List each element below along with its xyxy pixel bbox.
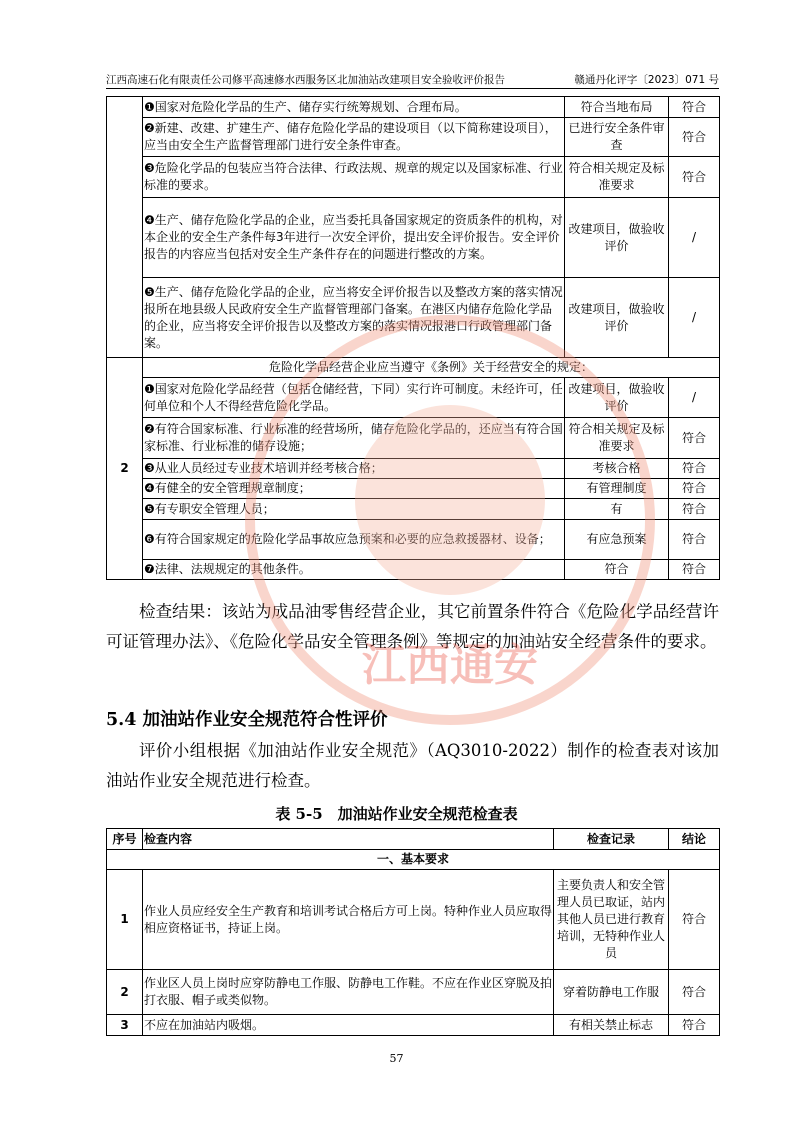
check-result: 符合	[669, 459, 720, 479]
check-content: ❷有符合国家标准、行业标准的经营场所，储存危险化学品的，还应当有符合国家标准、行业标准的储存设施；	[143, 418, 565, 459]
check-record: 有相关禁止标志	[554, 1015, 669, 1036]
table-row	[107, 560, 720, 580]
check-record: 已进行安全条件审查	[565, 118, 669, 157]
check-result: 符合	[669, 970, 720, 1015]
check-content: ❸从业人员经过专业技术培训并经考核合格；	[143, 459, 565, 479]
check-content: ❺有专职安全管理人员；	[143, 499, 565, 520]
page-header	[106, 70, 719, 89]
table-row	[107, 499, 720, 520]
check-content: 作业人员应经安全生产教育和培训考试合格后方可上岗。特种作业人员应取得相应资格证书，持证上岗。	[143, 870, 554, 970]
check-record: 符合相关规定及标准要求	[565, 157, 669, 198]
header-result: 结论	[669, 829, 720, 850]
check-content: ❻有符合国家规定的危险化学品事故应急预案和必要的应急救援器材、设备；	[143, 520, 565, 560]
check-record: 符合当地布局	[565, 97, 669, 118]
check-content: ❺生产、储存危险化学品的企业，应当将安全评价报告以及整改方案的落实情况报所在地县级人民政府安全生产监督管理部门备案。在港区内储存危险化学品的企业，应当将安全评价报告以及整改方案的落实情况报港口行政管理部门备案。	[143, 278, 565, 358]
check-result: 符合	[669, 418, 720, 459]
section-heading: 5.4 加油站作业安全规范符合性评价	[106, 710, 388, 730]
check-record: 改建项目，做验收评价	[565, 378, 669, 418]
check-content: ❶国家对危险化学品的生产、储存实行统筹规划、合理布局。	[143, 97, 565, 118]
header-report-title: 江西高速石化有限责任公司修平高速修水西服务区北加油站改建项目安全验收评价报告	[106, 74, 505, 86]
check-record: 符合	[565, 560, 669, 580]
check-record: 主要负责人和安全管理人员已取证，站内其他人员已进行教育培训，无特种作业人员	[554, 870, 669, 970]
check-result: 符合	[669, 499, 720, 520]
check-result: /	[669, 378, 720, 418]
check-record: 符合相关规定及标准要求	[565, 418, 669, 459]
row-number: 3	[107, 1015, 143, 1036]
check-record: 考核合格	[565, 459, 669, 479]
table-caption: 表 5-5 加油站作业安全规范检查表	[275, 805, 518, 823]
table-row	[107, 157, 720, 198]
group2-number: 2	[107, 358, 143, 580]
gas-station-operation-check-table	[106, 828, 720, 1036]
table-row	[107, 118, 720, 157]
intro-paragraph: 评价小组根据《加油站作业安全规范》（AQ3010-2022）制作的检查表对该加油站作业安全规范进行检查。	[106, 741, 719, 790]
table-row	[107, 418, 720, 459]
check-record: 穿着防静电工作服	[554, 970, 669, 1015]
row-number: 1	[107, 870, 143, 970]
check-record: 有管理制度	[565, 479, 669, 499]
check-result: 符合	[669, 118, 720, 157]
header-content: 检查内容	[143, 829, 554, 850]
seal-text: 江西通安	[362, 640, 538, 691]
page-number: 57	[389, 1052, 404, 1065]
check-record: 有	[565, 499, 669, 520]
section-row	[107, 850, 720, 870]
table-row	[107, 97, 720, 118]
check-content: ❼法律、法规规定的其他条件。	[143, 560, 565, 580]
check-result: 符合	[669, 520, 720, 560]
check-content: ❹生产、储存危险化学品的企业，应当委托具备国家规定的资质条件的机构，对本企业的安全生产条件每3年进行一次安全评价，提出安全评价报告。安全评价报告的内容应当包括对安全生产条件存在的问题进行整改的方案。	[143, 198, 565, 278]
check-result: 符合	[669, 97, 720, 118]
check-record: 改建项目，做验收评价	[565, 278, 669, 358]
check-result: 符合	[669, 157, 720, 198]
check-result: 符合	[669, 870, 720, 970]
table-row	[107, 870, 720, 970]
table-row	[107, 479, 720, 499]
table-row	[107, 278, 720, 358]
group1-number-cell	[107, 97, 143, 358]
check-record: 改建项目，做验收评价	[565, 198, 669, 278]
check-content: ❶国家对危险化学品经营（包括仓储经营，下同）实行许可制度。未经许可，任何单位和个人不得经营危险化学品。	[143, 378, 565, 418]
check-result: 符合	[669, 560, 720, 580]
table-row	[107, 520, 720, 560]
check-content: 作业区人员上岗时应穿防静电工作服、防静电工作鞋。不应在作业区穿脱及拍打衣服、帽子或类似物。	[143, 970, 554, 1015]
section-row-title: 一、基本要求	[107, 850, 720, 870]
check-result: /	[669, 198, 720, 278]
table-row	[107, 358, 720, 378]
hazardous-chemicals-check-table-continued	[106, 96, 720, 580]
check-content: ❹有健全的安全管理规章制度；	[143, 479, 565, 499]
table-header-row	[107, 829, 720, 850]
header-record: 检查记录	[554, 829, 669, 850]
header-report-number: 赣通丹化评字〔2023〕071 号	[574, 74, 719, 86]
check-content: ❷新建、改建、扩建生产、储存危险化学品的建设项目（以下简称建设项目），应当由安全生产监督管理部门进行安全条件审查。	[143, 118, 565, 157]
check-record: 有应急预案	[565, 520, 669, 560]
table-row	[107, 459, 720, 479]
table-row	[107, 198, 720, 278]
table-row	[107, 1015, 720, 1036]
check-result: /	[669, 278, 720, 358]
check-result: 符合	[669, 1015, 720, 1036]
header-no: 序号	[107, 829, 143, 850]
check-result: 符合	[669, 479, 720, 499]
check-content: 不应在加油站内吸烟。	[143, 1015, 554, 1036]
row-number: 2	[107, 970, 143, 1015]
group2-title: 危险化学品经营企业应当遵守《条例》关于经营安全的规定：	[143, 358, 720, 378]
table-row	[107, 378, 720, 418]
table-row	[107, 970, 720, 1015]
check-result-paragraph: 检查结果：该站为成品油零售经营企业，其它前置条件符合《危险化学品经营许可证管理办法》、《危险化学品安全管理条例》等规定的加油站安全经营条件的要求。	[106, 602, 719, 651]
check-content: ❸危险化学品的包装应当符合法律、行政法规、规章的规定以及国家标准、行业标准的要求。	[143, 157, 565, 198]
